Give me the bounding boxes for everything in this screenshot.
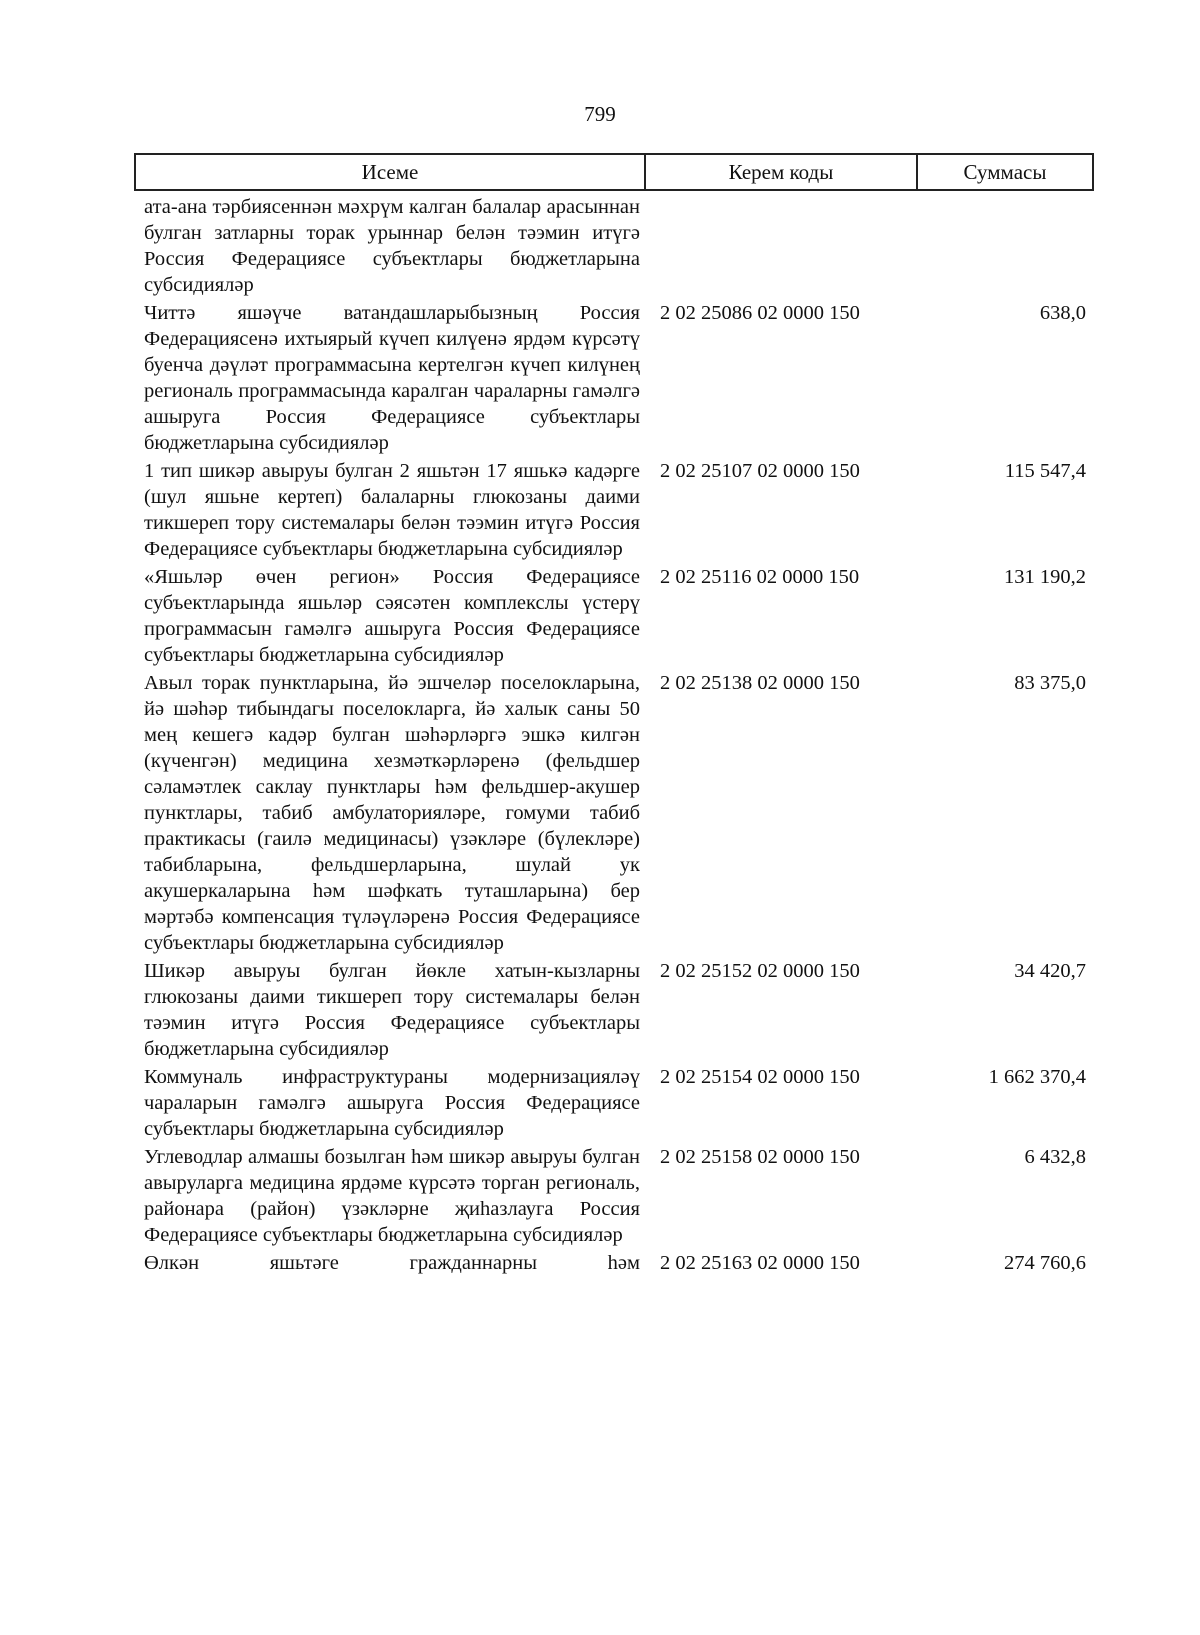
table-row <box>134 458 1094 562</box>
row-sum: 1 662 370,4 <box>988 1066 1086 1088</box>
row-code: 2 02 25107 02 0000 150 <box>660 460 860 482</box>
table-row <box>134 670 1094 956</box>
table-body <box>134 194 1094 1276</box>
row-code: 2 02 25158 02 0000 150 <box>660 1146 860 1168</box>
row-name: Шикәр авыруы булган йөкле хатын-кызларны глюкозаны даими тикшереп тору системалары белән тәэмин итүгә Россия Федерациясе субъектлары бюджетларына субсидияләр <box>144 960 640 1060</box>
row-sum: 6 432,8 <box>1024 1146 1086 1168</box>
row-name: ата-ана тәрбиясеннән мәхрүм калган балалар арасыннан булган затларны торак урыннар белән тәэмин итүгә Россия Федерациясе субъектлары бюджетларына субсидияләр <box>144 196 640 296</box>
row-code: 2 02 25163 02 0000 150 <box>660 1252 860 1274</box>
page-number: 799 <box>584 102 616 126</box>
row-name: 1 тип шикәр авыруы булган 2 яшьтән 17 яшькә кадәрге (шул яшьне кертеп) балаларны глюкозаны даими тикшереп тору системалары белән тәэмин итүгә Россия Федерациясе субъектлары бюджетларына субсидияләр <box>144 460 640 560</box>
table-row <box>134 194 1094 298</box>
row-sum: 131 190,2 <box>1004 566 1086 588</box>
row-sum: 115 547,4 <box>1004 460 1086 482</box>
table-row <box>134 1144 1094 1248</box>
row-code <box>640 194 910 298</box>
table-row <box>134 1250 1094 1276</box>
row-code: 2 02 25116 02 0000 150 <box>660 566 860 588</box>
table-row <box>134 1064 1094 1142</box>
row-sum: 638,0 <box>1039 302 1086 324</box>
table-row <box>134 564 1094 668</box>
row-name: Читтә яшәүче ватандашларыбызның Россия Федерациясенә ихтыярый күчеп килүенә ярдәм күрсәтү буенча дәүләт программасына кертелгән күчеп килүнең региональ программасында каралган чараларны гамәлгә ашыруга Россия Федерациясе субъектлары бюджетларына субсидияләр <box>144 302 640 454</box>
row-sum: 83 375,0 <box>1014 672 1086 694</box>
row-code: 2 02 25154 02 0000 150 <box>660 1066 860 1088</box>
row-name: «Яшьләр өчен регион» Россия Федерациясе субъектларында яшьләр сәясәтен комплекслы үстерү программасын гамәлгә ашыруга Россия Федерациясе субъектлары бюджетларына субсидияләр <box>144 566 640 666</box>
row-sum <box>910 194 1094 298</box>
table-header <box>134 153 1094 191</box>
table-row <box>134 300 1094 456</box>
row-name: Авыл торак пунктларына, йә эшчеләр поселокларына, йә шәһәр тибындагы поселокларга, йә халык саны 50 мең кешегә кадәр булган шәһәрләргә эшкә килгән (күченгән) медицина хезмәткәрләренә (фельдшер сәламәтлек саклау пунктлары һәм фельдшер-акушер пунктлары, табиб амбулаторияләре, гомуми табиб практикасы (гаилә медицинасы) үзәкләре (бүлекләре) табибларына, фельдшерларына, шулай ук акушеркаларына һәм шәфкать туташларына) бер мәртәбә компенсация түләүләренә Россия Федерациясе субъектлары бюджетларына субсидияләр <box>144 672 640 954</box>
header-sum: Суммасы <box>963 159 1047 184</box>
row-code: 2 02 25086 02 0000 150 <box>660 302 860 324</box>
table-row <box>134 958 1094 1062</box>
row-name: Өлкән яшьтәге гражданнарны һәм <box>144 1252 640 1274</box>
header-code: Керем коды <box>646 155 918 189</box>
row-sum: 274 760,6 <box>1004 1252 1086 1274</box>
row-code: 2 02 25138 02 0000 150 <box>660 672 860 694</box>
row-name: Коммуналь инфраструктураны модернизацияләү чараларын гамәлгә ашыруга Россия Федерациясе субъектлары бюджетларына субсидияләр <box>144 1066 640 1140</box>
row-sum: 34 420,7 <box>1014 960 1086 982</box>
header-name: Исеме <box>136 155 646 189</box>
row-code: 2 02 25152 02 0000 150 <box>660 960 860 982</box>
row-name: Углеводлар алмашы бозылган һәм шикәр авыруы булган авыруларга медицина ярдәме күрсәтә торган региональ, районара (район) үзәкләрне җиһазлауга Россия Федерациясе субъектлары бюджетларына субсидияләр <box>144 1146 640 1246</box>
budget-table <box>134 153 1094 1276</box>
